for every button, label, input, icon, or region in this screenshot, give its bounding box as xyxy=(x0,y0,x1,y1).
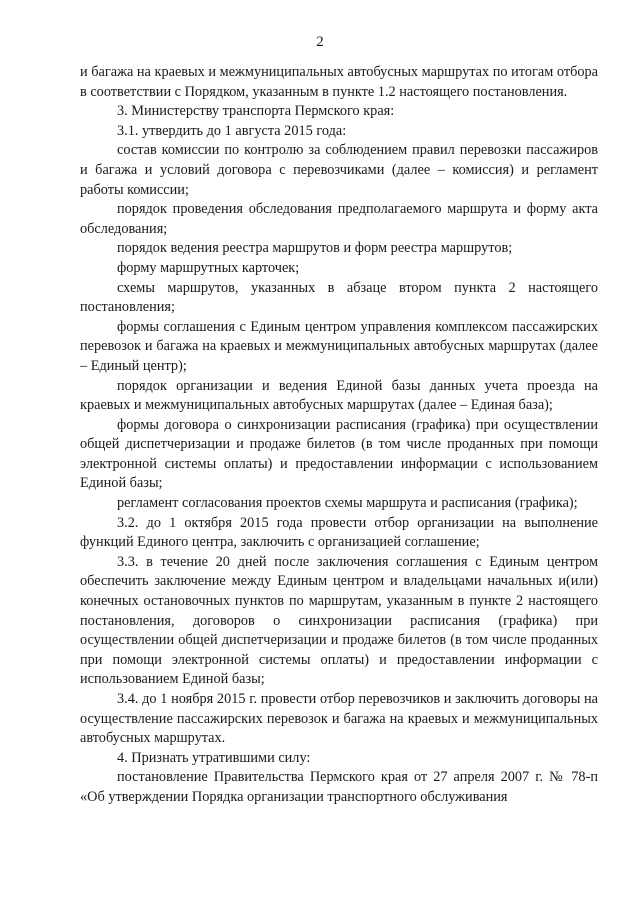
paragraph: форму маршрутных карточек; xyxy=(117,259,300,276)
paragraph: регламент согласования проектов схемы маршрута и расписания (графика); xyxy=(117,495,578,512)
paragraph: формы соглашения с Единым центром управления комплексом пассажирских перевозок и багажа на краевых и межмуниципальных автобусных маршрутах (далее – Единый центр); xyxy=(80,318,598,374)
paragraph: 3.2. до 1 октября 2015 года провести отбор организации на выполнение функций Единого центра, заключить с организацией соглашение; xyxy=(80,514,598,551)
paragraph: порядок ведения реестра маршрутов и форм реестра маршрутов; xyxy=(117,240,513,257)
paragraph: схемы маршрутов, указанных в абзаце втором пункта 2 настоящего постановления; xyxy=(80,279,598,316)
paragraph: 4. Признать утратившими силу: xyxy=(117,749,311,766)
paragraph: состав комиссии по контролю за соблюдением правил перевозки пассажиров и багажа и условий договора с перевозчиками (далее – комиссия) и регламент работы комиссии; xyxy=(80,142,598,198)
document-body xyxy=(80,63,598,808)
paragraph: формы договора о синхронизации расписания (графика) при осуществлении общей диспетчеризации и продаже билетов (в том числе проданных при помощи электронной системы оплаты) и предоставлении информации с использованием Единой базы; xyxy=(80,416,598,492)
paragraph: 3.4. до 1 ноября 2015 г. провести отбор перевозчиков и заключить договоры на осуществление пассажирских перевозок и багажа на краевых и межмуниципальных автобусных маршрутах. xyxy=(80,691,598,747)
paragraph: порядок проведения обследования предполагаемого маршрута и форму акта обследования; xyxy=(80,201,598,237)
paragraph: 3. Министерству транспорта Пермского края: xyxy=(117,103,395,120)
paragraph: 3.1. утвердить до 1 августа 2015 года: xyxy=(117,122,347,139)
paragraph: 3.3. в течение 20 дней после заключения соглашения с Единым центром обеспечить заключение между Единым центром и владельцами начальных и(или) конечных остановочных пунктов по маршрутам, указанным в пункте 2 настоящего постановления, договоров о синхронизации расписания (графика) при осуществлении общей диспетчеризации и продаже билетов (в том числе проданных при помощи электронной системы оплаты) и предоставлении информации с использованием Единой базы; xyxy=(80,553,598,688)
paragraph: и багажа на краевых и межмуниципальных автобусных маршрутах по итогам отбора в соответствии с Порядком, указанным в пункте 1.2 настоящего постановления. xyxy=(80,64,598,100)
page-number: 2 xyxy=(316,34,324,50)
paragraph: постановление Правительства Пермского края от 27 апреля 2007 г. № 78-п «Об утверждении Порядка организации транспортного обслуживания xyxy=(80,769,598,805)
paragraph: порядок организации и ведения Единой базы данных учета проезда на краевых и межмуниципальных автобусных маршрутах (далее – Единая база); xyxy=(80,377,598,414)
